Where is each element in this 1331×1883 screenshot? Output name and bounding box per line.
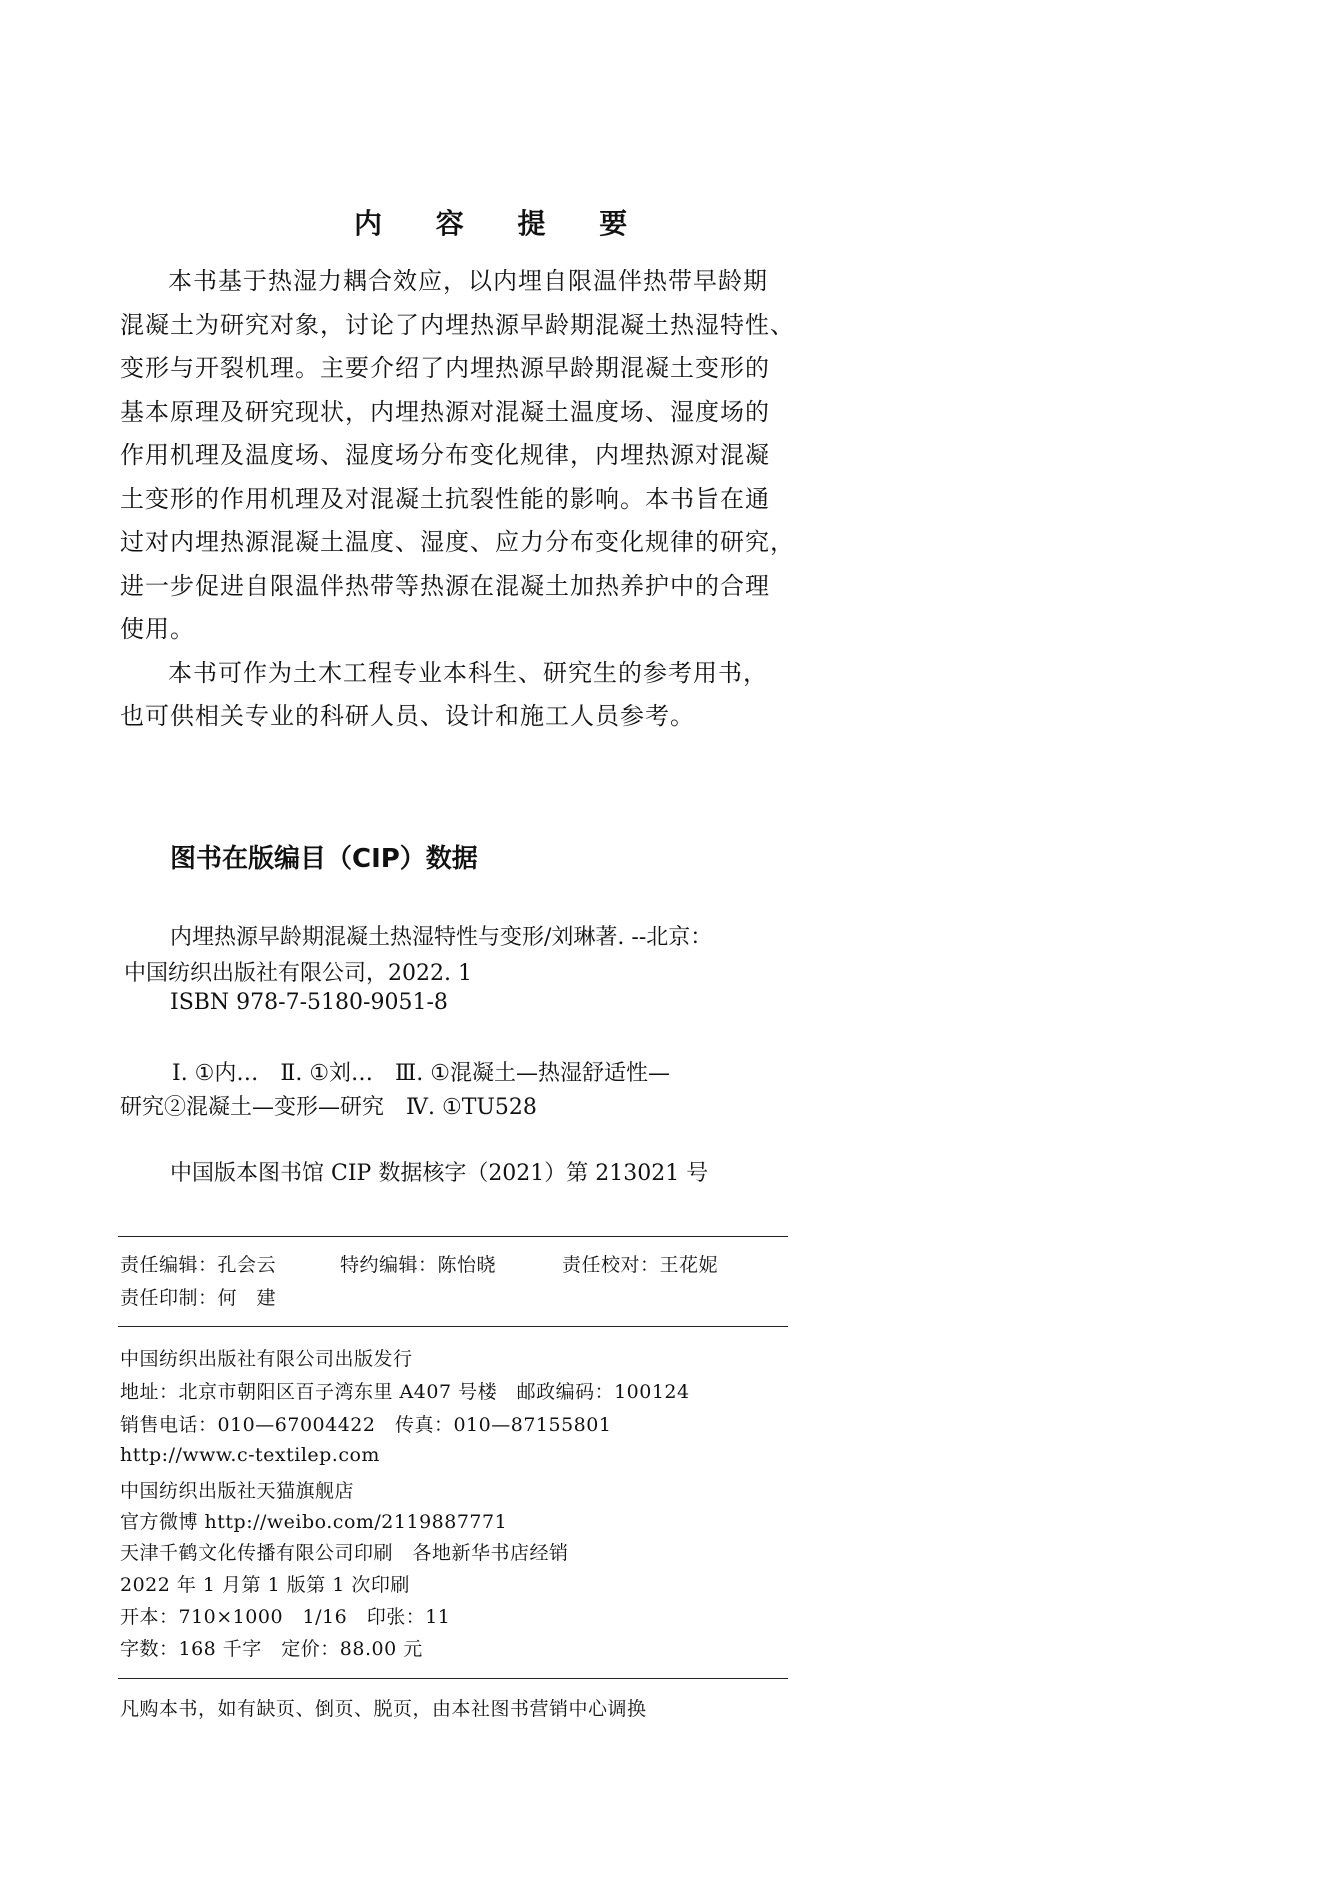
summary-line: 基本原理及研究现状，内埋热源对混凝土温度场、湿度场的 (120, 397, 770, 426)
summary-line: 过对内埋热源混凝土温度、湿度、应力分布变化规律的研究， (120, 528, 795, 556)
summary-body (120, 260, 795, 739)
summary-line: 混凝土为研究对象，讨论了内埋热源早龄期混凝土热湿特性、 (120, 310, 795, 339)
summary-line: 本书基于热湿力耦合效应，以内埋自限温伴热带早龄期 (168, 267, 768, 295)
cip-subject-line: 研究②混凝土—变形—研究 Ⅳ. ①TU528 (120, 1095, 537, 1120)
summary-title: 内 容 提 要 (354, 207, 650, 240)
divider (118, 1236, 788, 1237)
editor-special: 特约编辑：陈怡晓 (340, 1254, 497, 1276)
divider (118, 1326, 788, 1327)
publisher-weibo: 官方微博 http://weibo.com/2119887771 (120, 1511, 508, 1533)
summary-line: 使用。 (120, 615, 195, 643)
printer-line: 天津千鹤文化传播有限公司印刷 各地新华书店经销 (120, 1542, 569, 1564)
cip-entry-line: 内埋热源早龄期混凝土热湿特性与变形/刘琳著. --北京： (170, 925, 713, 950)
print-supervisor: 责任印制：何 建 (120, 1287, 277, 1309)
edition-line: 2022 年 1 月第 1 版第 1 次印刷 (120, 1574, 410, 1596)
summary-line: 变形与开裂机理。主要介绍了内埋热源早龄期混凝土变形的 (120, 354, 770, 382)
proofreader: 责任校对：王花妮 (562, 1254, 719, 1276)
summary-line: 也可供相关专业的科研人员、设计和施工人员参考。 (120, 702, 695, 730)
price-line: 字数：168 千字 定价：88.00 元 (120, 1638, 423, 1660)
divider (118, 1678, 788, 1679)
publisher-website: http://www.c-textilep.com (120, 1444, 380, 1466)
cip-number: 中国版本图书馆 CIP 数据核字（2021）第 213021 号 (170, 1161, 709, 1186)
format-line: 开本：710×1000 1/16 印张：11 (120, 1606, 451, 1628)
cip-title: 图书在版编目（CIP）数据 (170, 844, 478, 874)
publisher-line: 中国纺织出版社有限公司出版发行 (120, 1348, 413, 1370)
cip-isbn: ISBN 978-7-5180-9051-8 (170, 990, 448, 1015)
editor-responsible: 责任编辑：孔会云 (120, 1254, 277, 1276)
publisher-address: 地址：北京市朝阳区百子湾东里 A407 号楼 邮政编码：100124 (120, 1381, 690, 1403)
publisher-phone: 销售电话：010—67004422 传真：010—87155801 (120, 1414, 612, 1436)
publisher-store: 中国纺织出版社天猫旗舰店 (120, 1480, 355, 1502)
summary-line: 进一步促进自限温伴热带等热源在混凝土加热养护中的合理 (120, 571, 770, 600)
cip-entry-line: 中国纺织出版社有限公司，2022. 1 (124, 961, 472, 986)
cip-subject-line: Ⅰ. ①内… Ⅱ. ①刘… Ⅲ. ①混凝土—热湿舒适性— (172, 1061, 670, 1086)
return-notice: 凡购本书，如有缺页、倒页、脱页，由本社图书营销中心调换 (120, 1698, 647, 1720)
summary-line: 土变形的作用机理及对混凝土抗裂性能的影响。本书旨在通 (120, 484, 770, 513)
summary-line: 本书可作为土木工程专业本科生、研究生的参考用书， (168, 658, 768, 687)
summary-line: 作用机理及温度场、湿度场分布变化规律，内埋热源对混凝 (120, 441, 770, 469)
